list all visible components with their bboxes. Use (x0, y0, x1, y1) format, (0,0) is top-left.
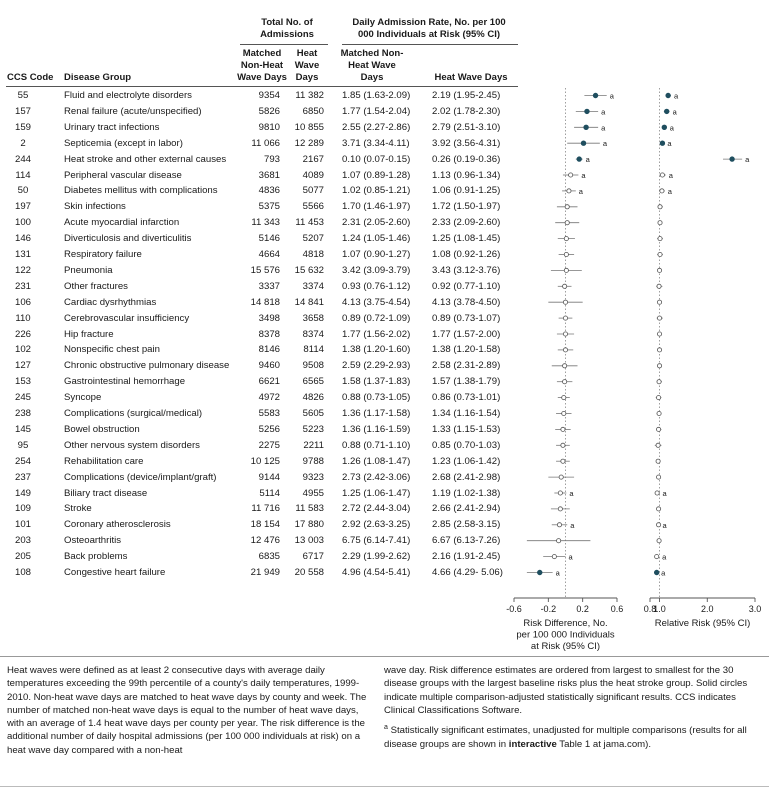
matched-admissions: 11 066 (251, 137, 280, 149)
heat-admissions: 11 583 (295, 503, 324, 515)
matched-admissions: 5146 (258, 233, 280, 245)
rd-point (561, 427, 565, 431)
rr-point (656, 475, 660, 479)
rr-sig-marker: a (661, 568, 666, 578)
rate-heat: 2.02 (1.78-2.30) (432, 105, 501, 117)
rr-sig-marker: a (672, 107, 677, 117)
ccs-code: 109 (14, 503, 31, 515)
rate-heat: 1.57 (1.38-1.79) (432, 376, 501, 388)
ccs-code: 122 (14, 264, 31, 276)
rd-sig-marker: a (570, 520, 575, 530)
rd-point (563, 284, 567, 288)
rate-heat: 1.19 (1.02-1.38) (432, 487, 501, 499)
ccs-code: 231 (14, 280, 31, 292)
rate-heat: 1.13 (0.96-1.34) (432, 169, 501, 181)
rr-point (655, 555, 659, 559)
ccs-code: 2 (20, 137, 26, 149)
disease-name: Complications (surgical/medical) (64, 408, 203, 419)
disease-name: Peripheral vascular disease (64, 169, 182, 181)
matched-admissions: 9810 (258, 121, 280, 133)
heat-admissions: 11 453 (295, 217, 324, 229)
rate-heat: 1.77 (1.57-2.00) (432, 328, 501, 340)
disease-name: Osteoarthritis (64, 535, 122, 547)
rate-matched: 1.77 (1.56-2.02) (342, 328, 411, 340)
heat-admissions: 8374 (302, 328, 324, 340)
rd-point (552, 555, 556, 559)
heat-admissions: 12 289 (294, 137, 324, 149)
rate-matched: 2.59 (2.29-2.93) (342, 360, 411, 372)
rd-point (565, 205, 569, 209)
header-daily-rate: Daily Admission Rate, No. per 100 000 Individuals at Risk (95% CI) (352, 17, 506, 40)
rd-point (561, 443, 565, 447)
rate-matched: 1.07 (0.90-1.27) (342, 249, 411, 260)
heat-admissions: 9788 (302, 455, 324, 467)
rd-point-adjusted (584, 125, 589, 130)
rd-point (558, 491, 562, 495)
ccs-code: 254 (14, 455, 31, 467)
rd-axis-label: at Risk (95% CI) (530, 641, 601, 652)
rate-matched: 4.96 (4.54-5.41) (342, 567, 411, 578)
rate-matched: 0.88 (0.73-1.05) (342, 392, 411, 404)
rr-sig-marker: a (745, 155, 750, 165)
rd-sig-marker: a (585, 155, 590, 165)
rd-tick-label: 0.2 (576, 604, 589, 614)
rate-matched: 3.71 (3.34-4.11) (342, 137, 410, 149)
disease-name: Syncope (64, 392, 102, 404)
rate-heat: 2.19 (1.95-2.45) (432, 90, 501, 101)
disease-name: Other fractures (64, 280, 128, 292)
rd-point (562, 411, 566, 415)
rd-sig-marker: a (601, 107, 606, 117)
ccs-code: 55 (17, 90, 29, 101)
rr-point-adjusted (654, 570, 659, 575)
rate-heat: 0.85 (0.70-1.03) (432, 439, 501, 451)
rate-matched: 0.10 (0.07-0.15) (342, 153, 411, 165)
rate-matched: 2.55 (2.27-2.86) (342, 121, 411, 133)
ccs-code: 159 (14, 121, 31, 133)
rate-heat: 4.66 (4.29- 5.06) (432, 567, 503, 578)
matched-admissions: 11 716 (251, 503, 280, 515)
rate-heat: 2.79 (2.51-3.10) (432, 121, 501, 133)
rd-point (563, 380, 567, 384)
disease-name: Cardiac dysrhythmias (64, 296, 157, 308)
rr-point (658, 252, 662, 256)
matched-admissions: 3498 (258, 312, 280, 324)
rate-heat: 2.66 (2.41-2.94) (432, 503, 501, 515)
ccs-code: 106 (14, 296, 31, 308)
rate-matched: 3.42 (3.09-3.79) (342, 264, 411, 276)
matched-admissions: 4664 (258, 249, 280, 260)
rr-point (657, 316, 661, 320)
rate-matched: 0.89 (0.72-1.09) (342, 312, 411, 324)
rr-point (660, 173, 664, 177)
rate-heat: 1.33 (1.15-1.53) (432, 423, 501, 435)
disease-name: Heat stroke and other external causes (64, 153, 227, 165)
ccs-code: 50 (17, 185, 29, 197)
rate-matched: 2.31 (2.05-2.60) (342, 217, 411, 229)
rate-matched: 4.13 (3.75-4.54) (342, 296, 411, 308)
matched-admissions: 9354 (258, 90, 280, 101)
rd-point (564, 268, 568, 272)
rate-heat: 0.92 (0.77-1.10) (432, 280, 501, 292)
matched-admissions: 15 576 (250, 264, 280, 276)
rr-point-adjusted (664, 109, 669, 114)
rd-point (567, 189, 571, 193)
disease-name: Diabetes mellitus with complications (64, 185, 218, 197)
rr-sig-marker: a (668, 171, 673, 180)
rr-sig-marker: a (662, 520, 667, 530)
rate-matched: 2.73 (2.42-3.06) (342, 471, 411, 483)
heat-admissions: 8114 (303, 344, 324, 356)
rd-tick-label: -0.6 (506, 604, 522, 614)
header-heat: Heat Wave Days (294, 48, 320, 83)
rd-point (564, 237, 568, 241)
disease-name: Bowel obstruction (64, 423, 140, 435)
rate-matched: 1.36 (1.16-1.59) (342, 423, 411, 435)
rate-heat: 1.08 (0.92-1.26) (432, 249, 501, 260)
heat-admissions: 15 632 (294, 264, 324, 276)
header-rate-heat: Heat Wave Days (434, 72, 508, 83)
disease-name: Nonspecific chest pain (64, 344, 160, 356)
rate-matched: 0.93 (0.76-1.12) (342, 280, 411, 292)
ccs-code: 226 (14, 328, 31, 340)
rate-heat: 1.38 (1.20-1.58) (432, 344, 501, 356)
ccs-code: 244 (14, 153, 31, 165)
rd-sig-marker: a (602, 139, 608, 149)
rr-sig-marker: a (667, 186, 672, 196)
heat-admissions: 2211 (303, 439, 324, 451)
ccs-code: 238 (14, 408, 31, 419)
header-disease-group: Disease Group (64, 72, 132, 83)
rr-tick-label: 1.0 (653, 604, 666, 614)
rate-matched: 1.70 (1.46-1.97) (342, 201, 411, 213)
disease-name: Hip fracture (64, 328, 114, 340)
matched-admissions: 10 125 (250, 455, 280, 467)
rd-point (563, 364, 567, 368)
rr-sig-marker: a (674, 91, 679, 101)
rd-axis-label: per 100 000 Individuals (516, 629, 615, 641)
rd-point (564, 252, 568, 256)
rr-point (656, 443, 660, 447)
ccs-code: 131 (14, 249, 31, 260)
header-ccs-code: CCS Code (7, 72, 54, 83)
heat-admissions: 14 841 (294, 296, 324, 308)
rr-point (657, 268, 661, 272)
rate-heat: 2.33 (2.09-2.60) (432, 217, 501, 229)
matched-admissions: 6835 (258, 551, 280, 563)
rate-heat: 1.06 (0.91-1.25) (432, 185, 501, 197)
rate-matched: 1.25 (1.06-1.47) (342, 487, 411, 499)
rd-sig-marker: a (555, 568, 560, 578)
rate-matched: 6.75 (6.14-7.41) (342, 535, 411, 547)
rr-point (660, 189, 664, 193)
rate-heat: 0.89 (0.73-1.07) (432, 312, 501, 324)
ccs-code: 197 (14, 201, 31, 213)
footnote-left: Heat waves were defined as at least 2 consecutive days with average daily temperatures exceeding the 99th percentile of a county's daily temperatures, 1999-2010. Non-heat wave days are matched to heat wave days by county and week. The number of matched non-heat wave days is equal to the number of heat wave days, with an average of 1.4 heat wave days per county per year. The risk difference is the additional number of daily hospital admissions (per 100 000 individuals at risk) on a heat wave day compared with a non-heat (7, 665, 367, 756)
ccs-code: 114 (15, 169, 31, 181)
rr-point (658, 221, 662, 225)
rate-matched: 2.72 (2.44-3.04) (342, 503, 411, 515)
disease-name: Chronic obstructive pulmonary disease (64, 360, 230, 372)
rate-heat: 3.43 (3.12-3.76) (432, 264, 501, 276)
disease-name: Stroke (64, 503, 92, 515)
disease-name: Acute myocardial infarction (64, 217, 180, 229)
heat-admissions: 6850 (302, 105, 324, 117)
rd-sig-marker: a (581, 171, 586, 180)
rd-point (563, 316, 567, 320)
matched-admissions: 18 154 (250, 519, 280, 531)
matched-admissions: 5826 (258, 105, 280, 117)
rr-point (657, 332, 661, 336)
matched-admissions: 14 818 (250, 296, 280, 308)
matched-admissions: 5583 (258, 408, 280, 419)
rate-heat: 0.26 (0.19-0.36) (432, 153, 501, 165)
ccs-code: 146 (14, 233, 31, 245)
rr-tick-label: 2.0 (701, 604, 714, 614)
header-rate-matched: Matched Non-Heat Wave Days (340, 48, 404, 83)
matched-admissions: 3337 (258, 280, 280, 292)
heat-admissions: 5077 (302, 185, 324, 197)
matched-admissions: 5375 (258, 201, 280, 213)
rd-point (563, 348, 567, 352)
matched-admissions: 12 476 (250, 535, 280, 547)
rr-point-adjusted (666, 93, 671, 98)
heat-admissions: 4826 (302, 392, 324, 404)
matched-admissions: 4836 (258, 185, 280, 197)
rd-sig-marker: a (569, 489, 574, 498)
heat-admissions: 2167 (302, 153, 324, 165)
ccs-code: 237 (14, 471, 31, 483)
rd-point-adjusted (585, 109, 590, 114)
rr-sig-marker: a (662, 552, 667, 562)
heat-admissions: 9323 (302, 471, 324, 483)
rate-matched: 1.77 (1.54-2.04) (342, 105, 411, 117)
matched-admissions: 11 343 (251, 217, 280, 229)
header-total-admissions: Total No. of Admissions (260, 17, 314, 40)
ccs-code: 102 (14, 344, 31, 356)
rd-point (557, 523, 561, 527)
ccs-code: 100 (14, 217, 31, 229)
rd-tick-label: -0.2 (540, 604, 557, 614)
rd-point-adjusted (577, 157, 582, 162)
heat-admissions: 11 382 (295, 90, 324, 101)
ccs-code: 108 (14, 567, 31, 578)
rr-sig-marker: a (662, 489, 667, 498)
rd-point-adjusted (593, 93, 598, 98)
rr-point (657, 364, 661, 368)
disease-name: Diverticulosis and diverticulitis (64, 233, 192, 245)
rr-point-adjusted (662, 125, 667, 130)
rate-heat: 1.72 (1.50-1.97) (432, 201, 501, 213)
rate-matched: 1.07 (0.89-1.28) (342, 169, 411, 181)
matched-admissions: 3681 (258, 169, 280, 181)
matched-admissions: 21 949 (250, 567, 280, 578)
heat-admissions: 17 880 (294, 519, 324, 531)
rd-sig-marker: a (578, 186, 583, 196)
disease-name: Coronary atherosclerosis (64, 519, 171, 531)
rd-point (565, 221, 569, 225)
rr-point (656, 427, 660, 431)
rr-point (657, 539, 661, 543)
rd-sig-marker: a (601, 123, 606, 133)
rate-heat: 2.68 (2.41-2.98) (432, 471, 501, 483)
rd-point (562, 396, 566, 400)
disease-name: Respiratory failure (64, 249, 142, 260)
rate-heat: 6.67 (6.13-7.26) (432, 535, 501, 547)
rd-point (569, 173, 573, 177)
rate-matched: 2.29 (1.99-2.62) (342, 551, 411, 563)
disease-name: Fluid and electrolyte disorders (64, 90, 192, 101)
rr-point (657, 300, 661, 304)
rr-point (657, 284, 661, 288)
disease-name: Back problems (64, 551, 128, 563)
rate-matched: 1.26 (1.08-1.47) (342, 455, 411, 467)
matched-admissions: 4972 (258, 392, 280, 404)
rate-heat: 2.58 (2.31-2.89) (432, 360, 501, 372)
heat-admissions: 13 003 (294, 535, 324, 547)
rr-tick-label: 0.8 (643, 604, 657, 614)
rr-point-adjusted (730, 157, 735, 162)
rate-matched: 2.92 (2.63-3.25) (342, 519, 411, 531)
rr-point-adjusted (660, 141, 665, 146)
rr-sig-marker: a (669, 123, 674, 133)
rate-heat: 4.13 (3.78-4.50) (432, 296, 501, 308)
rd-point-adjusted (537, 570, 542, 575)
rr-point (658, 205, 662, 209)
bottom-divider (0, 786, 769, 787)
disease-name: Skin infections (64, 201, 126, 213)
disease-name: Other nervous system disorders (64, 439, 200, 451)
matched-admissions: 9460 (258, 360, 280, 372)
disease-name: Rehabilitation care (64, 455, 144, 467)
rd-sig-marker: a (568, 552, 573, 562)
rate-matched: 1.38 (1.20-1.60) (342, 344, 411, 356)
ccs-code: 203 (14, 535, 31, 547)
heat-admissions: 4955 (302, 487, 324, 499)
ccs-code: 101 (14, 519, 31, 531)
rr-sig-marker: a (667, 139, 672, 149)
ccs-code: 157 (14, 105, 31, 117)
rate-heat: 1.23 (1.06-1.42) (432, 455, 501, 467)
rr-point (656, 523, 660, 527)
header-matched: Matched Non-Heat Wave Days (237, 48, 287, 83)
heat-admissions: 5566 (302, 201, 324, 213)
rr-axis-label: Relative Risk (95% CI) (654, 618, 751, 629)
rd-sig-marker: a (609, 91, 614, 101)
disease-name: Septicemia (except in labor) (64, 137, 183, 149)
rr-tick-label: 3.0 (748, 604, 762, 614)
heat-admissions: 5605 (302, 408, 324, 419)
matched-admissions: 8378 (258, 328, 280, 340)
disease-name: Renal failure (acute/unspecified) (64, 105, 202, 117)
rr-point (658, 237, 662, 241)
disease-name: Congestive heart failure (64, 567, 166, 578)
disease-name: Biliary tract disease (64, 487, 148, 499)
rd-point (561, 459, 565, 463)
ccs-code: 149 (14, 487, 31, 499)
matched-admissions: 6621 (258, 376, 280, 388)
rd-point (559, 475, 563, 479)
rate-heat: 1.34 (1.16-1.54) (432, 408, 501, 419)
ccs-code: 95 (17, 439, 29, 451)
heat-admissions: 5207 (302, 233, 324, 245)
matched-admissions: 9144 (258, 471, 280, 483)
heat-admissions: 3374 (302, 280, 324, 292)
ccs-code: 153 (14, 376, 31, 388)
rr-point (657, 411, 661, 415)
rate-heat: 1.25 (1.08-1.45) (432, 233, 501, 245)
ccs-code: 110 (15, 312, 31, 324)
ccs-code: 245 (14, 392, 31, 404)
rd-point (563, 332, 567, 336)
rr-point (657, 380, 661, 384)
rate-heat: 2.16 (1.91-2.45) (432, 551, 501, 563)
rate-heat: 2.85 (2.58-3.15) (432, 519, 501, 531)
heat-admissions: 6565 (302, 376, 324, 388)
rate-matched: 1.36 (1.17-1.58) (342, 408, 411, 419)
heat-admissions: 4818 (302, 249, 324, 260)
rd-point (557, 539, 561, 543)
heat-admissions: 20 558 (294, 567, 324, 578)
heat-admissions: 4089 (302, 169, 324, 181)
ccs-code: 205 (14, 551, 31, 563)
disease-name: Complications (device/implant/graft) (64, 471, 217, 483)
heat-admissions: 9508 (302, 360, 324, 372)
footnote-significance-note: $^a$ Statistically significant estimates, unadjusted for multiple comparisons (results for all disease groups are shown in interactive Table 1 at jama.com). (384, 724, 747, 750)
rate-matched: 0.88 (0.71-1.10) (342, 439, 411, 451)
rd-axis-label: Risk Difference, No. (523, 618, 608, 629)
rr-point (656, 507, 660, 511)
rate-matched: 1.24 (1.05-1.46) (342, 233, 411, 245)
rate-matched: 1.02 (0.85-1.21) (342, 185, 411, 197)
ccs-code: 145 (14, 423, 31, 435)
disease-name: Cerebrovascular insufficiency (64, 312, 190, 324)
matched-admissions: 2275 (258, 439, 280, 451)
matched-admissions: 5114 (259, 487, 280, 499)
rate-heat: 3.92 (3.56-4.31) (432, 137, 501, 149)
disease-name: Gastrointestinal hemorrhage (64, 376, 186, 388)
rr-point (656, 396, 660, 400)
disease-name: Pneumonia (64, 264, 113, 276)
rd-point (558, 507, 562, 511)
matched-admissions: 5256 (258, 423, 280, 435)
rd-point-adjusted (581, 141, 586, 146)
rate-heat: 0.86 (0.73-1.01) (432, 392, 501, 404)
disease-name: Urinary tract infections (64, 121, 160, 133)
rd-tick-label: 0.6 (610, 604, 624, 614)
rr-point (657, 348, 661, 352)
matched-admissions: 793 (263, 153, 280, 165)
rate-matched: 1.85 (1.63-2.09) (342, 90, 411, 101)
matched-admissions: 8146 (258, 344, 280, 356)
rr-point (655, 491, 659, 495)
ccs-code: 127 (14, 360, 31, 372)
heat-admissions: 5223 (302, 423, 324, 435)
footnote-divider (0, 656, 769, 657)
heat-admissions: 6717 (302, 551, 324, 563)
rate-matched: 1.58 (1.37-1.83) (342, 376, 411, 388)
rr-point (656, 459, 660, 463)
rd-point (563, 300, 567, 304)
footnote-right: wave day. Risk difference estimates are ordered from largest to smallest for the 30 disease groups with the largest baseline risks plus the heat stroke group. Solid circles indicate multiple comparison-adjusted statistically significant results. CCS indicates Clinical Classifications Software. $^a$ Statistically significant estimates, unadjusted for multiple comparisons (results for all disease groups are shown in interactive Table 1 at jama.com). (384, 664, 762, 751)
heat-admissions: 3658 (302, 312, 324, 324)
heat-admissions: 10 855 (294, 121, 324, 133)
